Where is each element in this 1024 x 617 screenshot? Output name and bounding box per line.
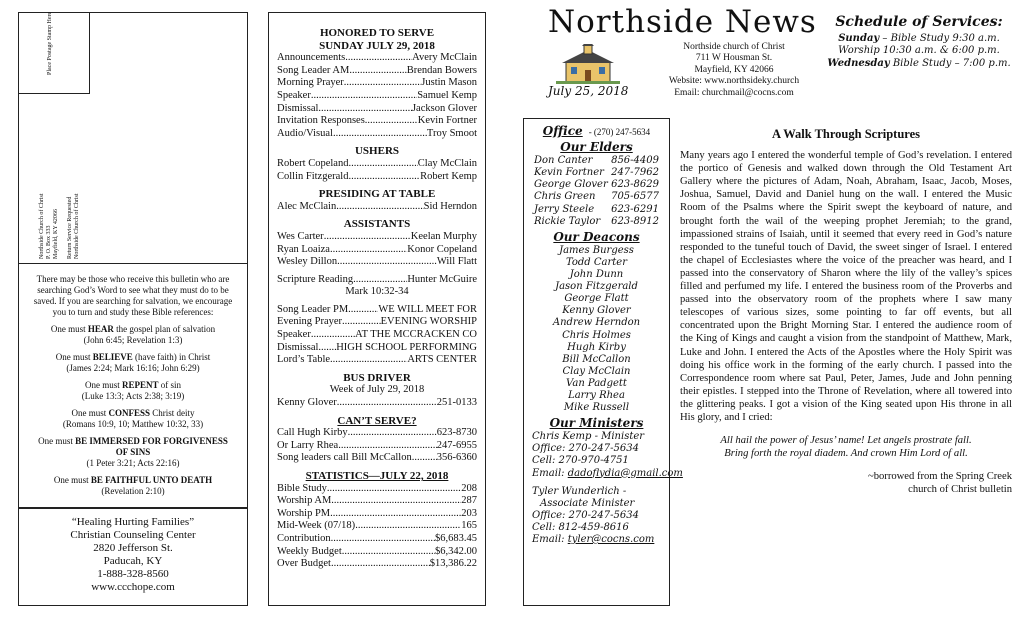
deacon-name: George Flatt xyxy=(564,293,629,305)
schedule-of-services xyxy=(824,16,1014,70)
roster-row: Lord’s Table ..... ARTS CENTER xyxy=(277,354,477,367)
article xyxy=(680,128,1012,496)
deacon-name: Clay McClain xyxy=(562,365,631,377)
deacon-name: Chris Holmes xyxy=(562,329,631,341)
office-label: Office xyxy=(542,124,583,138)
staff-panel xyxy=(523,118,683,606)
honored-title: HONORED TO SERVE xyxy=(319,27,435,39)
salvation-step: One must CONFESS Christ deity (Romans 10:9, 10; Matthew 10:32, 33) xyxy=(62,408,204,429)
minister-2-email[interactable]: tyler@cocns.com xyxy=(567,534,655,545)
reading-ref: Mark 10:32-34 xyxy=(345,286,409,298)
postage-label: Place Postage Stamp Here xyxy=(47,11,53,75)
deacon-name: Andrew Herndon xyxy=(552,317,641,329)
article-title: A Walk Through Scriptures xyxy=(771,127,921,141)
bus-title: BUS DRIVER xyxy=(343,371,411,384)
elder-row: Jerry Steele 623-6291 xyxy=(534,203,659,215)
roster-row: Scripture Reading ..... Hunter McGuire xyxy=(277,274,477,287)
cantserve-title: CAN’T SERVE? xyxy=(337,414,417,427)
counseling-line: Paducah, KY xyxy=(103,555,163,567)
roster-row: Wesley Dillon ..... Will Flatt xyxy=(277,256,477,269)
roster-row: Speaker ..... Samuel Kemp xyxy=(277,90,477,103)
return-address: Northside Church of Christ P. O. Box 333 Mayfield, KY 42066 xyxy=(39,193,59,259)
bus-week: Week of July 29, 2018 xyxy=(329,384,425,396)
deacon-name: Kenny Glover xyxy=(562,305,631,317)
presiding-title: PRESIDING AT TABLE xyxy=(318,188,436,201)
roster-row: Evening Prayer ..... EVENING WORSHIP xyxy=(277,316,477,329)
schedule-line: Worship 10:30 a.m. & 6:00 p.m. xyxy=(838,45,1000,57)
service-roster xyxy=(268,12,486,606)
counseling-line: 2820 Jefferson St. xyxy=(93,542,173,554)
salvation-step: One must BELIEVE (have faith) in Christ (James 2:24; Mark 16:16; John 6:29) xyxy=(55,352,211,373)
roster-row: Dismissal ..... Jackson Glover xyxy=(277,103,477,116)
salvation-step: One must BE FAITHFUL UNTO DEATH (Revelation 2:10) xyxy=(53,475,213,496)
salvation-step: One must REPENT of sin (Luke 13:3; Acts 2:38; 3:19) xyxy=(81,380,185,401)
salvation-intro: There may be those who receive this bulletin who are searching God’s Word to see what they must do to be saved. If you are searching for salvation, we encourage you to turn and study these Bible references: xyxy=(33,274,233,317)
roster-row: Mid-Week (07/18) ..... 165 xyxy=(277,520,477,533)
deacon-name: John Dunn xyxy=(569,269,624,281)
deacon-name: James Burgess xyxy=(559,244,634,256)
article-quote: All hail the power of Jesus’ name! Let angels prostrate fall. Bring forth the royal diadem. And crown Him Lord of all. xyxy=(720,435,972,460)
elder-row: Don Canter 856-4409 xyxy=(534,155,659,167)
roster-row: Kenny Glover ..... 251-0133 xyxy=(277,397,477,410)
counseling-url: www.ccchope.com xyxy=(91,581,175,593)
postage-box xyxy=(19,13,90,94)
roster-row: Invitation Responses ..... Kevin Fortner xyxy=(277,115,477,128)
deacon-name: Van Padgett xyxy=(566,377,627,389)
statistics-title: STATISTICS—JULY 22, 2018 xyxy=(305,470,449,482)
salvation-panel xyxy=(18,264,248,508)
roster-row: Over Budget ..... $13,386.22 xyxy=(277,558,477,571)
roster-row: Audio/Visual ..... Troy Smoot xyxy=(277,128,477,141)
counseling-line: Christian Counseling Center xyxy=(70,529,196,541)
salvation-step: One must BE IMMERSED FOR FORGIVENESS OF SINS (1 Peter 3:21; Acts 22:16) xyxy=(38,436,228,468)
roster-row: Alec McClain ..... Sid Herndon xyxy=(277,201,477,214)
roster-row: Morning Prayer ..... Justin Mason xyxy=(277,77,477,90)
roster-row: Call Hugh Kirby ..... 623-8730 xyxy=(277,427,477,440)
roster-row: Wes Carter ..... Keelan Murphy xyxy=(277,231,477,244)
roster-row: Speaker ..... AT THE MCCRACKEN CO xyxy=(277,329,477,342)
newsletter-date: July 25, 2018 xyxy=(548,84,629,98)
roster-row: Robert Copeland ..... Clay McClain xyxy=(277,158,477,171)
salvation-step: One must HEAR the gospel plan of salvation (John 6:45; Revelation 1:3) xyxy=(50,324,216,345)
roster-row: Announcements ..... Avery McClain xyxy=(277,52,477,65)
ushers-title: USHERS xyxy=(354,145,400,158)
roster-row: Song leaders call Bill McCallon ..... 356-6360 xyxy=(277,452,477,465)
roster-row: Weekly Budget ..... $6,342.00 xyxy=(277,546,477,559)
assistants-title: ASSISTANTS xyxy=(343,218,411,231)
minister-1-email[interactable]: dadoflydia@gmail.com xyxy=(567,467,683,479)
counseling-panel xyxy=(18,508,248,606)
article-body: Many years ago I entered the wonderful temple of God’s revelation. I entered the portico of Genesis and walked down through the Old Testament Art Gallery where the pictures of Adam, Noah, Abraham, Isaac, Jacob, Moses, Joshua, Samuel, David and Daniel hung on the wall. I entered the Music Room of the Psalms where the Spirit swept the keyboard of nature, and brought forth the wail of the weeping prophet Jeremiah; to the grand, impassioned strains of Isaiah, until it seemed that every reed in God’s nature responded to the tuneful touch of David, the sweet singer of Israel. I entered the chapel of Ecclesiastes where the voice of the preacher was heard, and I passed into the conservatory of Sharon where the lily of the valley’s spices filled and perfumed my life. I entered the business room of the Proverbs and passed into the observatory room of the prophets where I saw many telescopes of various sizes, some pointing to far off events, but all concentrated upon the Bright Morning Star. I entered the audience room of the King of Kings and caught a vision from the standpoint of Matthew, Mark, Luke and John. I entered the Acts of the Apostles where the Holy Spirit was doing his office work in the forming of the early church. I passed into the Correspondence room where sat Paul, Peter, James, Jude and John penning their epistles. I stepped into the Throne of Revelation, where all towered into the glittering peaks. I got a vision of the King seated upon His throne in all His glory, and I cried: xyxy=(680,150,1012,423)
newsletter-title: Northside News xyxy=(548,4,817,40)
minister-2: Tyler Wunderlich - Associate Minister Office: 270-247-5634 Cell: 812-459-8616 Email: tyler@cocns.com xyxy=(532,485,655,545)
roster-row: Song Leader PM ..... WE WILL MEET FOR xyxy=(277,304,477,317)
deacons-title: Our Deacons xyxy=(553,229,640,244)
church-website[interactable]: Website: www.northsideky.church xyxy=(668,76,800,87)
return-service: Return Service Requested Northside Church of Christ xyxy=(67,193,80,259)
mailing-panel xyxy=(18,12,248,264)
elders-title: Our Elders xyxy=(560,140,633,155)
roster-row: Collin Fitzgerald ..... Robert Kemp xyxy=(277,171,477,184)
roster-row: Or Larry Rhea ..... 247-6955 xyxy=(277,440,477,453)
deacon-name: Jason Fitzgerald xyxy=(555,281,638,293)
roster-row: Worship AM ..... 287 xyxy=(277,495,477,508)
honored-date: SUNDAY JULY 29, 2018 xyxy=(319,39,435,52)
deacon-name: Hugh Kirby xyxy=(567,341,626,353)
roster-row: Dismissal ..... HIGH SCHOOL PERFORMING xyxy=(277,342,477,355)
church-email[interactable]: Email: churchmail@cocns.com xyxy=(674,87,794,98)
elder-row: Chris Green 705-6577 xyxy=(534,191,659,203)
deacon-name: Todd Carter xyxy=(565,256,627,268)
counseling-line: “Healing Hurting Families” xyxy=(71,516,195,528)
schedule-title: Schedule of Services: xyxy=(835,14,1003,30)
roster-row: Bible Study ..... 208 xyxy=(277,483,477,496)
office-phone: - (270) 247-5634 xyxy=(588,127,651,137)
church-info: Northside church of Christ 711 W Housman St. Mayfield, KY 42066 Website: www.northsideky.church Email: churchmail@cocns.com xyxy=(660,42,808,99)
deacon-name: Larry Rhea xyxy=(568,389,625,401)
schedule-line: Sunday – Bible Study 9:30 a.m. xyxy=(838,32,1000,44)
roster-row: Ryan Loaiza ..... Konor Copeland xyxy=(277,244,477,257)
church-building-icon xyxy=(556,44,620,84)
roster-row: Contribution ..... $6,683.45 xyxy=(277,533,477,546)
ministers-title: Our Ministers xyxy=(549,416,644,431)
deacon-name: Mike Russell xyxy=(563,402,630,414)
elder-row: Kevin Fortner 247-7962 xyxy=(534,167,659,179)
article-credit: ~borrowed from the Spring Creek church of Christ bulletin xyxy=(867,471,1012,496)
counseling-line: 1-888-328-8560 xyxy=(97,568,169,580)
roster-row: Song Leader AM ..... Brendan Bowers xyxy=(277,65,477,78)
deacon-name: Bill McCallon xyxy=(562,353,631,365)
elder-row: Rickie Taylor 623-8912 xyxy=(534,215,659,227)
roster-row: Worship PM ..... 203 xyxy=(277,508,477,521)
elder-row: George Glover 623-8629 xyxy=(534,179,659,191)
minister-1: Chris Kemp - Minister Office: 270-247-5634 Cell: 270-970-4751 Email: dadoflydia@gmail.com xyxy=(532,431,683,479)
schedule-line: Wednesday Bible Study – 7:00 p.m. xyxy=(827,57,1011,69)
